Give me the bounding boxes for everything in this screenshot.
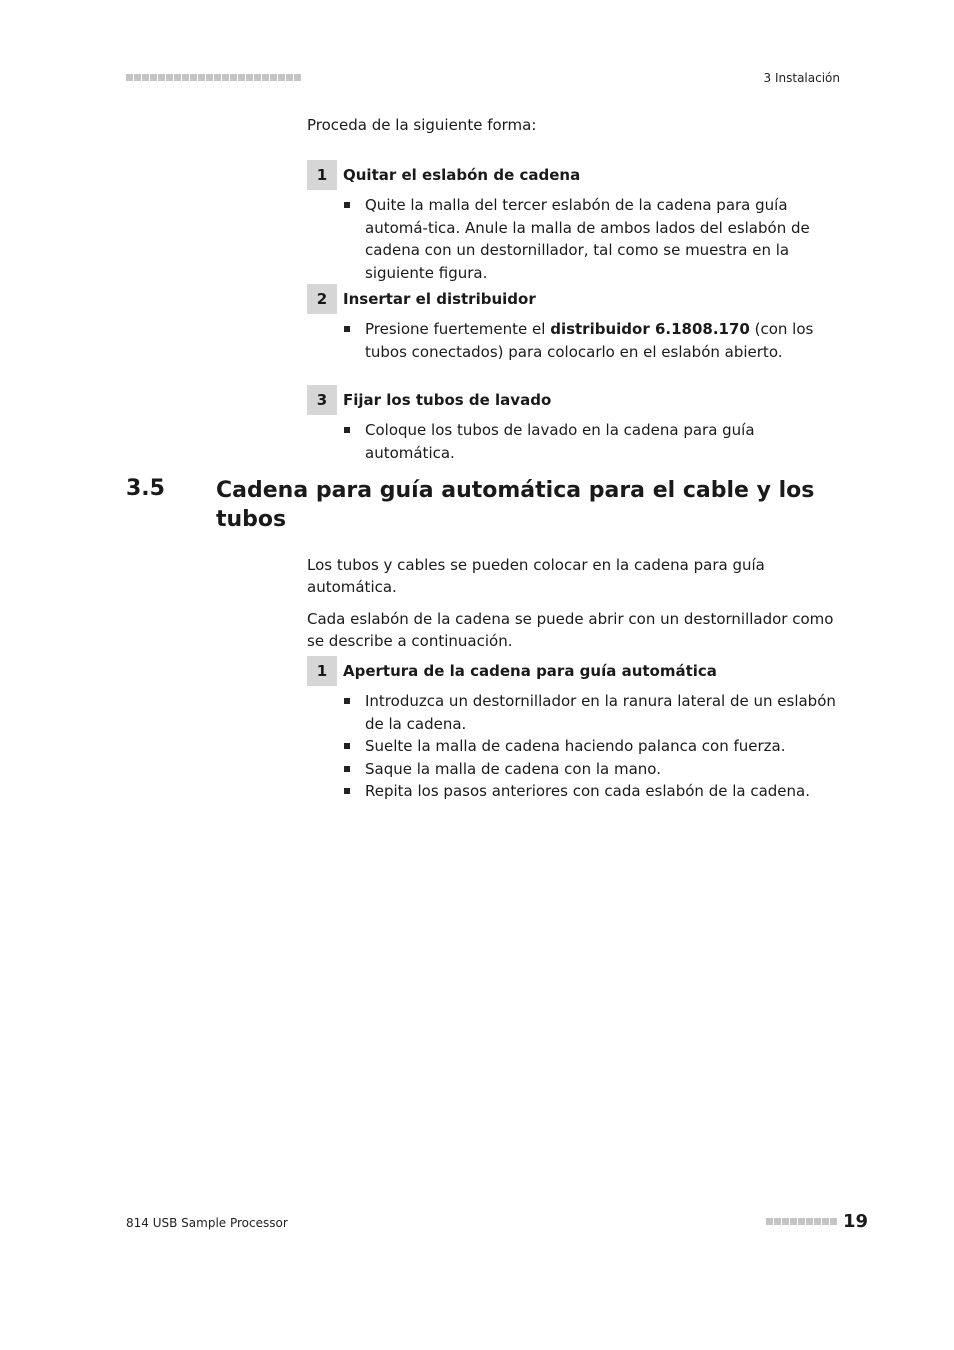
intro-text: Proceda de la siguiente forma: [307, 116, 537, 134]
decor-square [246, 74, 253, 81]
decor-square [230, 74, 237, 81]
step-title: Apertura de la cadena para guía automática [343, 662, 717, 680]
decor-square [294, 74, 301, 81]
footer-product: 814 USB Sample Processor [126, 1216, 288, 1230]
bullet-item: Saque la malla de cadena con la mano. [343, 758, 842, 781]
decor-square [238, 74, 245, 81]
step-a2 [307, 284, 842, 363]
bullet-text-pre: Presione fuertemente el [365, 320, 551, 338]
section-title: Cadena para guía automática para el cable y los tubos [216, 478, 815, 532]
decor-square [126, 74, 133, 81]
header-section-label: 3 Instalación [763, 71, 840, 85]
paragraph: Los tubos y cables se pueden colocar en la cadena para guía automática. [307, 556, 765, 596]
decor-square [142, 74, 149, 81]
step-number: 2 [307, 284, 337, 314]
decor-square [822, 1218, 829, 1225]
section-number: 3.5 [126, 476, 165, 501]
decor-square [158, 74, 165, 81]
decor-square [782, 1218, 789, 1225]
step-number: 1 [307, 656, 337, 686]
decor-square [166, 74, 173, 81]
bullet-item: Repita los pasos anteriores con cada eslabón de la cadena. [343, 780, 842, 803]
decor-square [790, 1218, 797, 1225]
decor-square [830, 1218, 837, 1225]
decor-square [254, 74, 261, 81]
decor-square [214, 74, 221, 81]
decor-square [798, 1218, 805, 1225]
header-decoration [126, 74, 301, 81]
step-title: Insertar el distribuidor [343, 290, 536, 308]
step-b1 [307, 656, 842, 803]
decor-square [198, 74, 205, 81]
part-number: distribuidor 6.1808.170 [550, 320, 750, 338]
decor-square [766, 1218, 773, 1225]
decor-square [286, 74, 293, 81]
decor-square [206, 74, 213, 81]
decor-square [174, 74, 181, 81]
decor-square [134, 74, 141, 81]
decor-square [262, 74, 269, 81]
step-title: Quitar el eslabón de cadena [343, 166, 581, 184]
decor-square [806, 1218, 813, 1225]
decor-square [222, 74, 229, 81]
bullet-item: Introduzca un destornillador en la ranura lateral de un eslabón de la cadena. [343, 690, 842, 735]
bullet-item: Quite la malla del tercer eslabón de la cadena para guía automá-tica. Anule la malla de ambos lados del eslabón de cadena con un destornillador, tal como se muestra en la siguiente figura. [343, 194, 842, 284]
step-number: 1 [307, 160, 337, 190]
decor-square [150, 74, 157, 81]
decor-square [270, 74, 277, 81]
decor-square [278, 74, 285, 81]
page-number: 19 [842, 1211, 868, 1232]
section-paragraphs [307, 554, 842, 652]
footer-decoration [766, 1218, 837, 1225]
paragraph: Cada eslabón de la cadena se puede abrir con un destornillador como se describe a continuación. [307, 610, 834, 650]
decor-square [774, 1218, 781, 1225]
intro-block [307, 114, 842, 136]
bullet-item [343, 318, 842, 363]
decor-square [814, 1218, 821, 1225]
bullet-text-post: (con los tubos conectados) para colocarlo en el eslabón abierto. [365, 320, 814, 361]
step-number: 3 [307, 385, 337, 415]
step-title: Fijar los tubos de lavado [343, 391, 552, 409]
step-a1 [307, 160, 842, 284]
decor-square [190, 74, 197, 81]
step-a3 [307, 385, 842, 464]
bullet-item: Coloque los tubos de lavado en la cadena para guía automática. [343, 419, 842, 464]
bullet-item: Suelte la malla de cadena haciendo palanca con fuerza. [343, 735, 842, 758]
decor-square [182, 74, 189, 81]
footer-page [766, 1211, 868, 1232]
